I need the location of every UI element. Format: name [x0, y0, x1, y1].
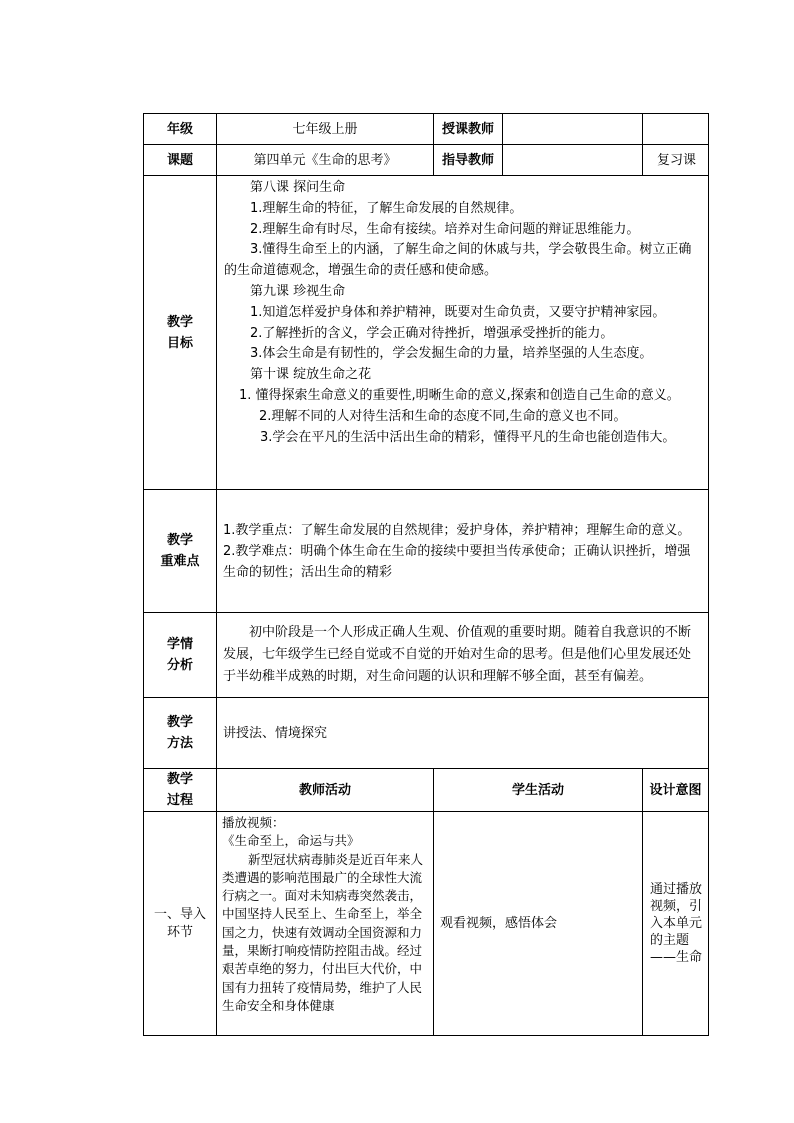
goals-line: 第十课 绽放生命之花	[250, 367, 372, 383]
key-points-content	[217, 490, 709, 613]
analysis-content	[217, 613, 709, 698]
process-row-intro	[144, 812, 709, 1036]
topic-value: 第四单元《生命的思考》	[217, 145, 434, 176]
process-header-row	[144, 769, 709, 812]
goals-line: 3.懂得生命至上的内涵，了解生命之间的休戚与共，学会敬畏生命。树立正确的生命道德观念，增强生命的责任感和使命感。	[224, 242, 692, 279]
teacher-activity-line: 播放视频：	[222, 815, 285, 830]
process-label: 教学 过程	[144, 769, 217, 812]
teacher-label: 授课教师	[434, 114, 503, 145]
grade-value: 七年级上册	[217, 114, 434, 145]
video-title: 《生命至上，命运与共》	[222, 833, 360, 849]
key-points-label: 教学 重难点	[144, 490, 217, 613]
col-student-activity: 学生活动	[434, 769, 643, 812]
analysis-label: 学情 分析	[144, 613, 217, 698]
col-teacher-activity: 教师活动	[217, 769, 434, 812]
goals-line: 第八课 探问生命	[250, 180, 346, 195]
mentor-label: 指导教师	[434, 145, 503, 176]
goals-line: 1.知道怎样爱护身体和养护精神，既要对生命负责，又要守护精神家园。	[250, 304, 666, 320]
method-text: 讲授法、情境探究	[217, 698, 709, 769]
stage-label: 一、导入 环节	[144, 812, 217, 1036]
goals-line: 3.体会生命是有韧性的，学会发掘生命的力量，培养坚强的人生态度。	[250, 346, 653, 362]
grade-label: 年级	[144, 114, 217, 145]
col-design-intent: 设计意图	[643, 769, 709, 812]
teacher-activity-body: 新型冠状病毒肺炎是近百年来人类遭遇的影响范围最广的全球性大流行病之一。面对未知病毒突然袭击，中国坚持人民至上、生命至上，举全国之力，快速有效调动全国资源和力量，果断打响疫情防控阻击战。经过艰苦卓绝的努力，付出巨大代价，中国有力扭转了疫情局势，维护了人民生命安全和身体健康	[222, 851, 424, 1013]
topic-row	[144, 145, 709, 176]
method-label: 教学 方法	[144, 698, 217, 769]
difficult-point-line: 2.教学难点：明确个体生命在生命的接续中要担当传承使命；正确认识挫折，增强生命的韧性；活出生命的精彩	[223, 543, 691, 580]
analysis-row	[144, 613, 709, 698]
method-row	[144, 698, 709, 769]
key-points-row	[144, 490, 709, 613]
extra-value	[643, 114, 709, 145]
goals-line: 第九课 珍视生命	[250, 283, 346, 299]
teacher-value	[503, 114, 643, 145]
goals-line: 1.理解生命的特征，了解生命发展的自然规律。	[250, 200, 523, 216]
grade-row	[144, 114, 709, 145]
topic-label: 课题	[144, 145, 217, 176]
goals-line: 2.了解挫折的含义，学会正确对待挫折，增强承受挫折的能力。	[250, 325, 614, 341]
design-intent: 通过播放视频，引入本单元的主题——生命	[643, 812, 709, 1036]
teacher-activity	[217, 812, 434, 1036]
key-point-line: 1.教学重点：了解生命发展的自然规律；爱护身体，养护精神；理解生命的意义。	[223, 522, 691, 538]
goals-label: 教学 目标	[144, 176, 217, 490]
lesson-type: 复习课	[643, 145, 709, 176]
goals-row	[144, 176, 709, 490]
goals-line: 1. 懂得探索生命意义的重要性,明晰生命的意义,探索和创造自己生命的意义。	[239, 387, 680, 403]
mentor-value	[503, 145, 643, 176]
analysis-text: 初中阶段是一个人形成正确人生观、价值观的重要时期。随着自我意识的不断发展，七年级学生已经自觉或不自觉的开始对生命的思考。但是他们心里发展还处于半幼稚半成熟的时期，对生命问题的认识和理解不够全面，甚至有偏差。	[223, 625, 692, 684]
goals-line: 2.理解生命有时尽，生命有接续。培养对生命问题的辩证思维能力。	[250, 221, 640, 237]
goals-line: 2.理解不同的人对待生活和生命的态度不同,生命的意义也不同。	[259, 408, 627, 424]
goals-line: 3.学会在平凡的生活中活出生命的精彩，懂得平凡的生命也能创造伟大。	[260, 429, 676, 445]
student-activity: 观看视频，感悟体会	[434, 812, 643, 1036]
lesson-plan-table	[143, 113, 709, 1036]
goals-content	[217, 176, 709, 490]
